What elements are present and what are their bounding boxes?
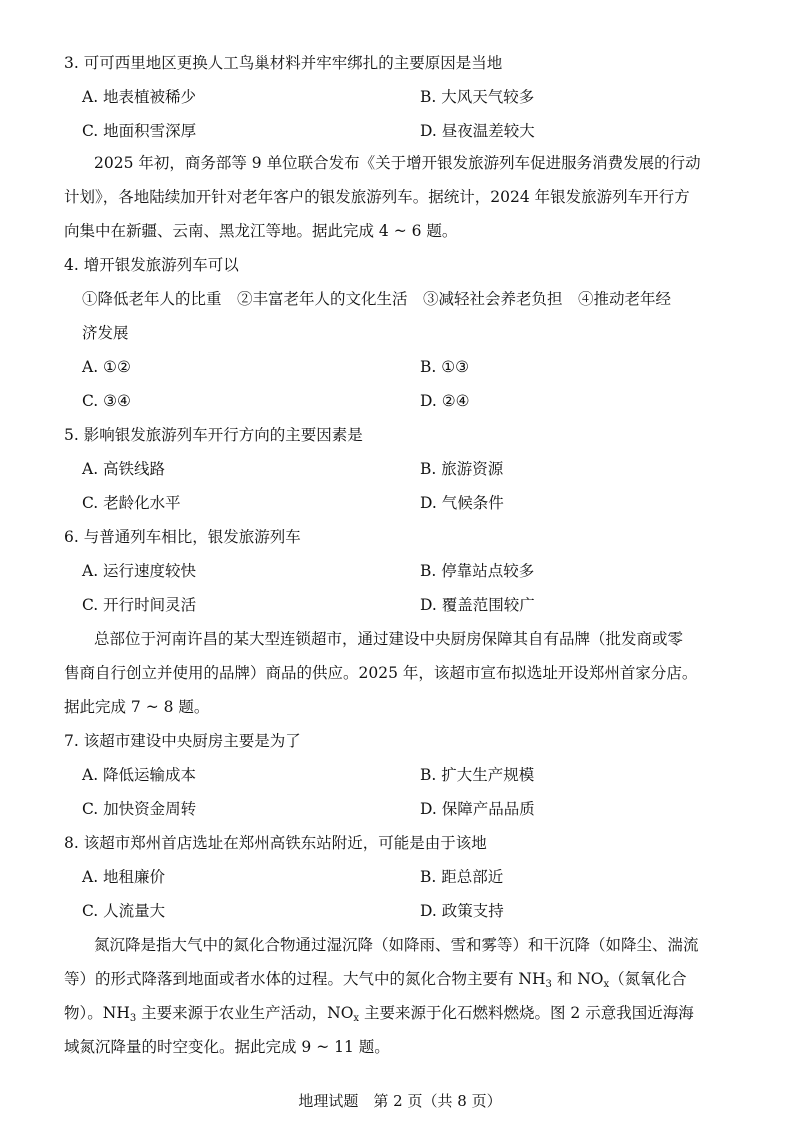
passage-3-line-2-part-a: 等）的形式降落到地面或者水体的过程。大气中的氮化合物主要有 NH (64, 970, 546, 988)
passage-2-line-2: 售商自行创立并使用的品牌）商品的供应。2025 年，该超市宣布拟选址开设郑州首家分店。 (64, 664, 698, 682)
passage-1-line-1: 2025 年初，商务部等 9 单位联合发布《关于增开银发旅游列车促进服务消费发展的行动 (94, 154, 701, 172)
question-6-option-c: C. 开行时间灵活 (82, 596, 197, 614)
question-6-option-b: B. 停靠站点较多 (420, 562, 535, 580)
passage-3-line-1: 氮沉降是指大气中的氮化合物通过湿沉降（如降雨、雪和雾等）和干沉降（如降尘、湍流 (94, 936, 699, 954)
question-3-option-d: D. 昼夜温差较大 (420, 122, 535, 140)
question-7-option-b: B. 扩大生产规模 (420, 766, 535, 784)
passage-3-line-3-part-c: 主要来源于农业生产活动，NO (136, 1004, 354, 1022)
question-7-stem: 7. 该超市建设中央厨房主要是为了 (64, 732, 301, 750)
question-3-option-a: A. 地表植被稀少 (82, 88, 197, 106)
question-8-stem: 8. 该超市郑州首店选址在郑州高铁东站附近，可能是由于该地 (64, 834, 487, 852)
question-6-option-a: A. 运行速度较快 (82, 562, 197, 580)
question-8-option-a: A. 地租廉价 (82, 868, 166, 886)
subscript-x: x (603, 979, 610, 990)
passage-3-line-2-part-c: 和 NO (551, 970, 604, 988)
passage-3-line-2-part-e: （氮氧化合 (609, 970, 687, 988)
question-4-option-b: B. ①③ (420, 358, 470, 376)
question-5-stem: 5. 影响银发旅游列车开行方向的主要因素是 (64, 426, 363, 444)
passage-2-line-1: 总部位于河南许昌的某大型连锁超市，通过建设中央厨房保障其自有品牌（批发商或零 (94, 630, 684, 648)
passage-2-line-3: 据此完成 7 ~ 8 题。 (64, 698, 210, 716)
question-5-option-b: B. 旅游资源 (420, 460, 504, 478)
question-4-option-a: A. ①② (82, 358, 131, 376)
question-6-stem: 6. 与普通列车相比，银发旅游列车 (64, 528, 301, 546)
question-8-option-b: B. 距总部近 (420, 868, 504, 886)
question-8-option-d: D. 政策支持 (420, 902, 504, 920)
question-6-option-d: D. 覆盖范围较广 (420, 596, 535, 614)
question-7-option-a: A. 降低运输成本 (82, 766, 197, 784)
subscript-x-b: x (353, 1013, 360, 1024)
question-3-option-b: B. 大风天气较多 (420, 88, 535, 106)
question-4-items-line-2: 济发展 (82, 324, 129, 342)
passage-3-line-4: 域氮沉降量的时空变化。据此完成 9 ~ 11 题。 (64, 1038, 390, 1056)
question-7-option-c: C. 加快资金周转 (82, 800, 197, 818)
question-3-option-c: C. 地面积雪深厚 (82, 122, 197, 140)
question-4-items-line-1: ①降低老年人的比重 ②丰富老年人的文化生活 ③减轻社会养老负担 ④推动老年经 (82, 290, 672, 308)
question-5-option-a: A. 高铁线路 (82, 460, 166, 478)
passage-1-line-3: 向集中在新疆、云南、黑龙江等地。据此完成 4 ~ 6 题。 (64, 222, 458, 240)
question-5-option-d: D. 气候条件 (420, 494, 504, 512)
passage-3-line-3 (64, 1002, 694, 1024)
question-3-stem: 3. 可可西里地区更换人工鸟巢材料并牢牢绑扎的主要原因是当地 (64, 54, 503, 72)
passage-3-line-3-part-e: 主要来源于化石燃料燃烧。图 2 示意我国近海海 (359, 1004, 694, 1022)
subscript-3-b: 3 (129, 1013, 137, 1024)
question-4-stem: 4. 增开银发旅游列车可以 (64, 256, 239, 274)
question-4-option-d: D. ②④ (420, 392, 470, 410)
page-footer: 地理试题 第 2 页（共 8 页） (298, 1092, 502, 1110)
subscript-3: 3 (545, 979, 552, 990)
question-5-option-c: C. 老龄化水平 (82, 494, 181, 512)
question-4-option-c: C. ③④ (82, 392, 131, 410)
question-8-option-c: C. 人流量大 (82, 902, 166, 920)
passage-3-line-2 (64, 968, 687, 990)
passage-3-line-3-part-a: 物）。NH (64, 1004, 130, 1022)
passage-1-line-2: 计划》，各地陆续加开针对老年客户的银发旅游列车。据统计，2024 年银发旅游列车开行方 (64, 188, 690, 206)
question-7-option-d: D. 保障产品品质 (420, 800, 535, 818)
